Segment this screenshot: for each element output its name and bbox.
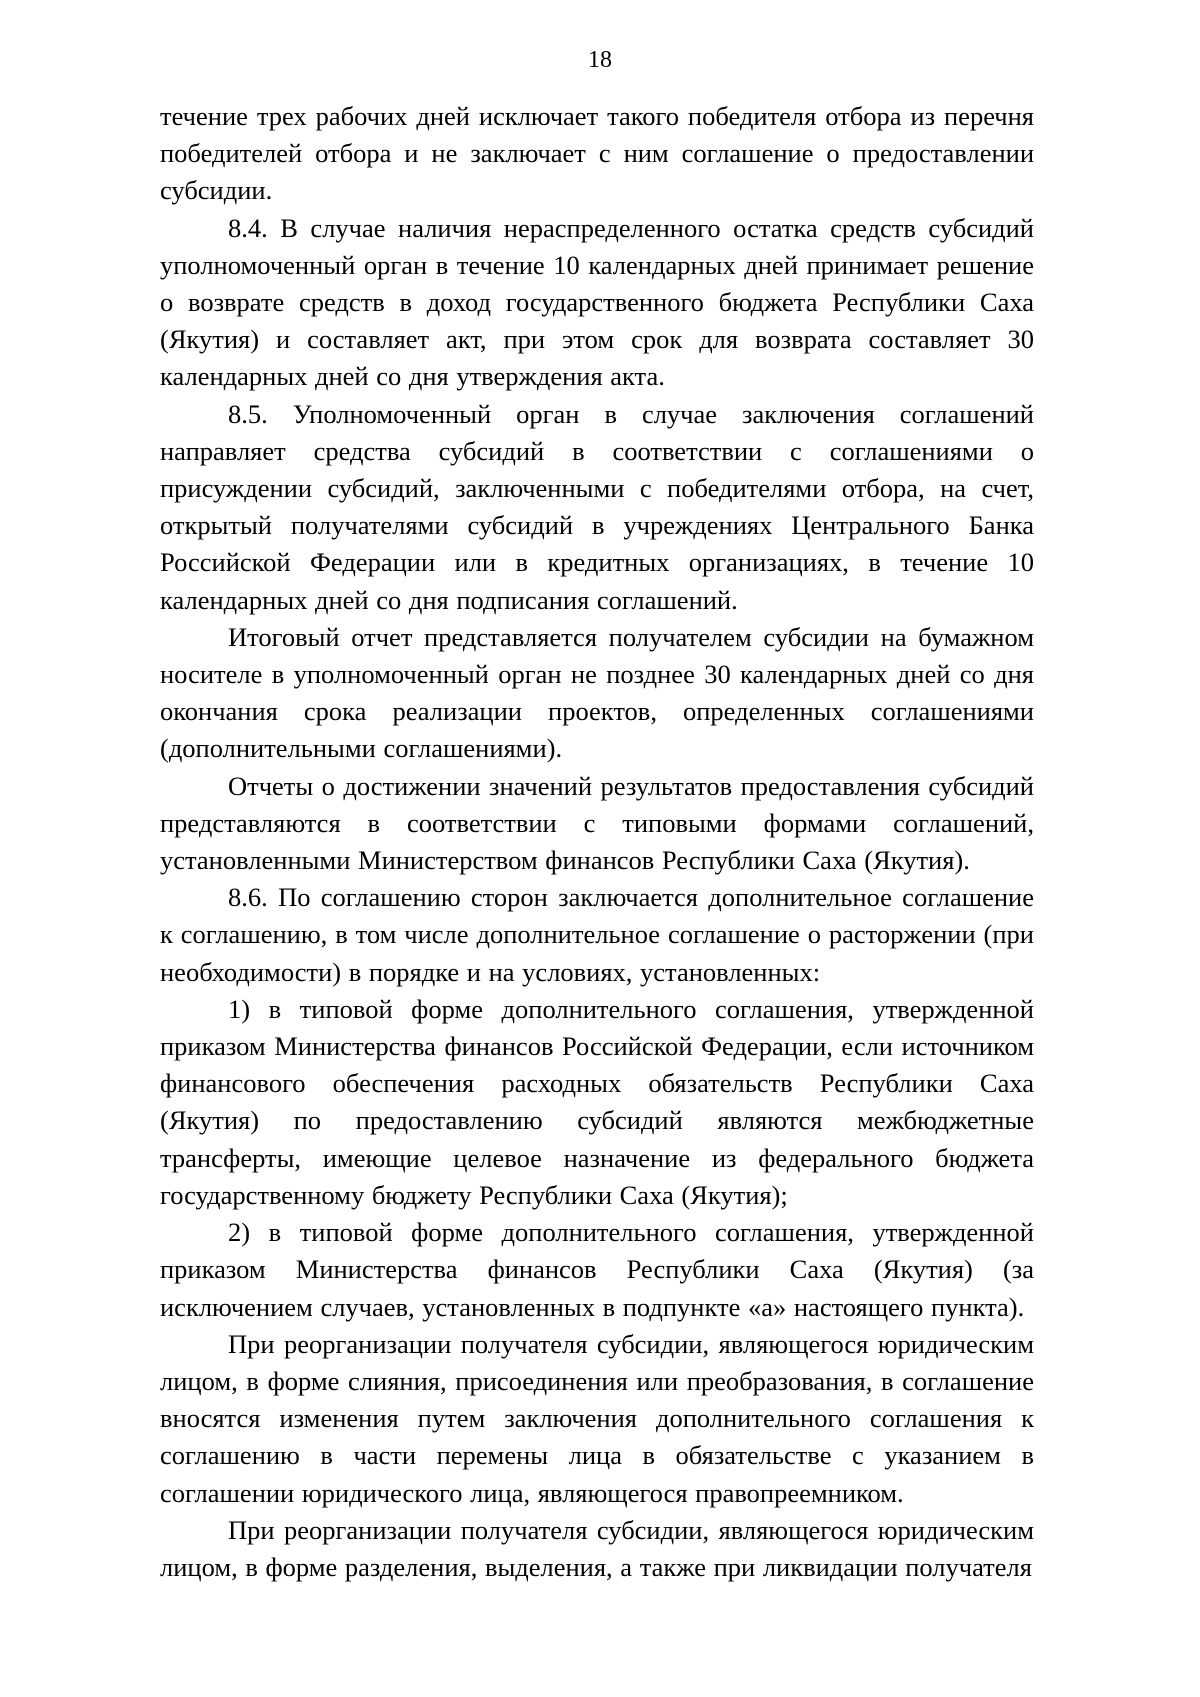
paragraph: 8.6. По соглашению сторон заключается дополнительное соглашение к соглашению, в том числе дополнительное соглашение о расторжении (при необходимости) в порядке и на условиях, установленных: xyxy=(160,882,1034,987)
paragraph: 2) в типовой форме дополнительного соглашения, утвержденной приказом Министерства финансов Республики Саха (Якутия) (за исключением случаев, установленных в подпункте «а» настоящего пункта). xyxy=(160,1217,1034,1322)
document-body xyxy=(160,98,1034,1586)
paragraph: Итоговый отчет представляется получателем субсидии на бумажном носителе в уполномоченный орган не позднее 30 календарных дней со дня окончания срока реализации проектов, определенных соглашениями (дополнительными соглашениями). xyxy=(160,621,1034,764)
page-number: 18 xyxy=(588,47,612,73)
paragraph: При реорганизации получателя субсидии, являющегося юридическим лицом, в форме разделения, выделения, а также при ликвидации получателя xyxy=(160,1514,1034,1582)
paragraph: Отчеты о достижении значений результатов предоставления субсидий представляются в соответствии с типовыми формами соглашений, установленными Министерством финансов Республики Саха (Якутия). xyxy=(160,770,1034,876)
paragraph: 8.4. В случае наличия нераспределенного остатка средств субсидий уполномоченный орган в течение 10 календарных дней принимает решение о возврате средств в доход государственного бюджета Республики Саха (Якутия) и составляет акт, при этом срок для возврата составляет 30 календарных дней со дня утверждения акта. xyxy=(160,212,1034,392)
paragraph: 8.5. Уполномоченный орган в случае заключения соглашений направляет средства субсидий в соответствии с соглашениями о присуждении субсидий, заключенными с победителями отбора, на счет, открытый получателями субсидий в учреждениях Центрального Банка Российской Федерации или в кредитных организациях, в течение 10 календарных дней со дня подписания соглашений. xyxy=(160,398,1034,615)
paragraph: течение трех рабочих дней исключает такого победителя отбора из перечня победителей отбора и не заключает с ним соглашение о предоставлении субсидии. xyxy=(160,101,1034,206)
paragraph: При реорганизации получателя субсидии, являющегося юридическим лицом, в форме слияния, присоединения или преобразования, в соглашение вносятся изменения путем заключения дополнительного соглашения к соглашению в части перемены лица в обязательстве с указанием в соглашении юридического лица, являющегося правопреемником. xyxy=(160,1328,1034,1508)
paragraph: 1) в типовой форме дополнительного соглашения, утвержденной приказом Министерства финансов Российской Федерации, если источником финансового обеспечения расходных обязательств Республики Саха (Якутия) по предоставлению субсидий являются межбюджетные трансферты, имеющие целевое назначение из федерального бюджета государственному бюджету Республики Саха (Якутия); xyxy=(160,993,1034,1210)
